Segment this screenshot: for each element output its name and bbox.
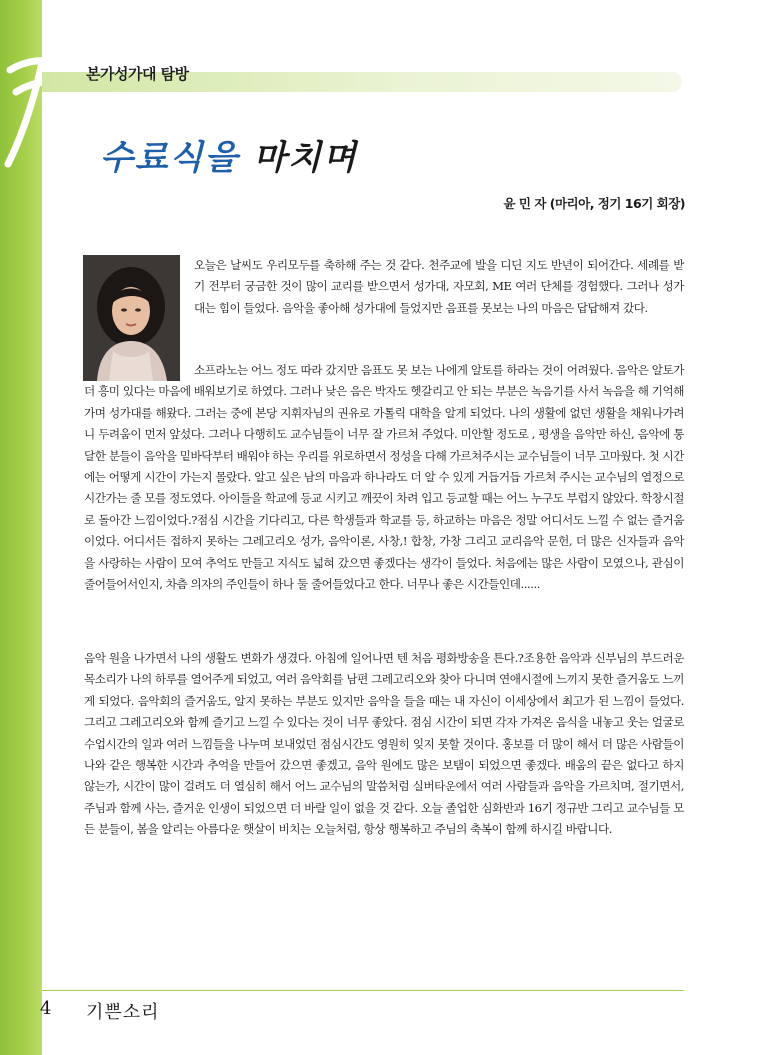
section-label: 본가성가대 탐방 [86, 65, 189, 83]
footer-divider [42, 990, 684, 991]
magazine-name: 기쁜소리 [86, 1002, 160, 1023]
article-title [100, 130, 358, 179]
author-byline: 윤 민 자 (마리아, 정기 16기 회장) [503, 196, 685, 211]
stylized-letter-icon [2, 52, 64, 172]
paragraph-1: 오늘은 날씨도 우리모두를 축하해 주는 것 같다. 천주교에 발을 디딘 지도 반년이 되어간다. 세례를 받기 전부터 궁금한 것이 많이 교리를 받으면서 성가대, 자모회, ME 여러 단체를 경험했다. 그러나 성가대는 힘이 들었다. 음악을 좋아해 성가대에 들었지만 음표를 못보는 나의 마음은 답답해져 갔다. [194, 258, 684, 315]
page-number: 4 [40, 998, 52, 1019]
article-title-part2: 마치며 [239, 138, 358, 178]
paragraph-3: 음악 원을 나가면서 나의 생활도 변화가 생겼다. 아침에 일어나면 텐 처음 평화방송을 튼다.?조용한 음악과 신부님의 부드러운 목소리가 나의 하루를 열어주게 되었고, 여러 음악회를 남편 그레고리오와 찾아 다니며 연애시절에 느끼지 못한 즐거움도 느끼게 되었다. 음악회의 즐거움도, 알지 못하는 부분도 있지만 음악을 들을 때는 내 자신이 이세상에서 최고가 된 느낌이 들었다. 그리고 그레고리오와 함께 즐기고 느낄 수 있다는 것이 너무 좋았다. 점심 시간이 되면 각자 가져온 음식을 내놓고 웃는 얼굴로 수업시간의 일과 여러 느낌들을 나누며 보내었던 점심시간도 영원히 잊지 못할 것이다. 홍보를 더 많이 해서 더 많은 사람들이 나와 같은 행복한 시간과 추억을 만들어 갔으면 좋겠고, 음악 원에도 많은 보탬이 되었으면 좋겠다. 배움의 끝은 없다고 하지 않는가, 시간이 많이 걸려도 더 열심히 해서 어느 교수님의 말씀처럼 실버타운에서 여러 사람들과 음악을 가르치며, 절기면서, 주님과 함께 사는, 즐거운 인생이 되었으면 더 바랄 일이 없을 것 같다. 오늘 졸업한 심화반과 16기 정규반 그리고 교수님들 모든 분들이, 봄을 알리는 아름다운 햇살이 비치는 오늘처럼, 항상 행복하고 주님의 축복이 함께 하시길 바랍니다. [84, 651, 684, 837]
article-title-part1: 수료식을 [100, 138, 240, 178]
paragraph-2: 소프라노는 어느 정도 따라 갔지만 음표도 못 보는 나에게 알토를 하라는 것이 어려웠다. 음악은 알토가 더 흥미 있다는 마음에 배워보기로 하였다. 그러나 낮은 음은 박자도 헷갈리고 안 되는 부분은 녹음기를 사서 녹음을 해 기억해가며 성가대를 해왔다. 그러는 중에 본당 지휘자님의 권유로 가톨릭 대학을 알게 되었다. 나의 생활에 없던 생활을 채워나가려니 두려움이 먼저 앞섰다. 그러나 다행히도 교수님들이 너무 잘 가르쳐 주었다. 미안할 정도로 , 평생을 음악만 하신, 음악에 통달한 분들이 음악을 밑바닥부터 배워야 하는 우리를 위로하면서 정성을 다해 가르쳐주시는 교수님들이 너무 고마웠다. 첫 시간에는 어떻게 시간이 가는지 몰랐다. 알고 싶은 남의 마음과 하나라도 더 알 수 있게 거듭거듭 가르쳐 주시는 교수님의 열정으로 시간가는 줄 모를 정도였다. 아이들을 학교에 등교 시키고 깨끗이 차려 입고 등교할 때는 어느 누구도 부럽지 않았다. 학창시절로 돌아간 느낌이었다.?점심 시간을 기다리고, 다른 학생들과 학교를 등, 하교하는 마음은 정말 어디서도 느낄 수 없는 즐거움이었다. 어디서든 접하지 못하는 그레고리오 성가, 음악이론, 사창,! 합창, 가창 그리고 교리음악 문헌, 더 많은 신자들과 음악을 사랑하는 사람이 모여 추억도 만들고 지식도 넓혀 갔으면 좋겠다는 생각이 들었다. 처음에는 많은 사람이 모였으나, 관심이 줄어들어서인지, 차츰 의자의 주인들이 하나 둘 줄어들었다고 한다. 너무나 좋은 시간들인데...... [84, 363, 684, 592]
